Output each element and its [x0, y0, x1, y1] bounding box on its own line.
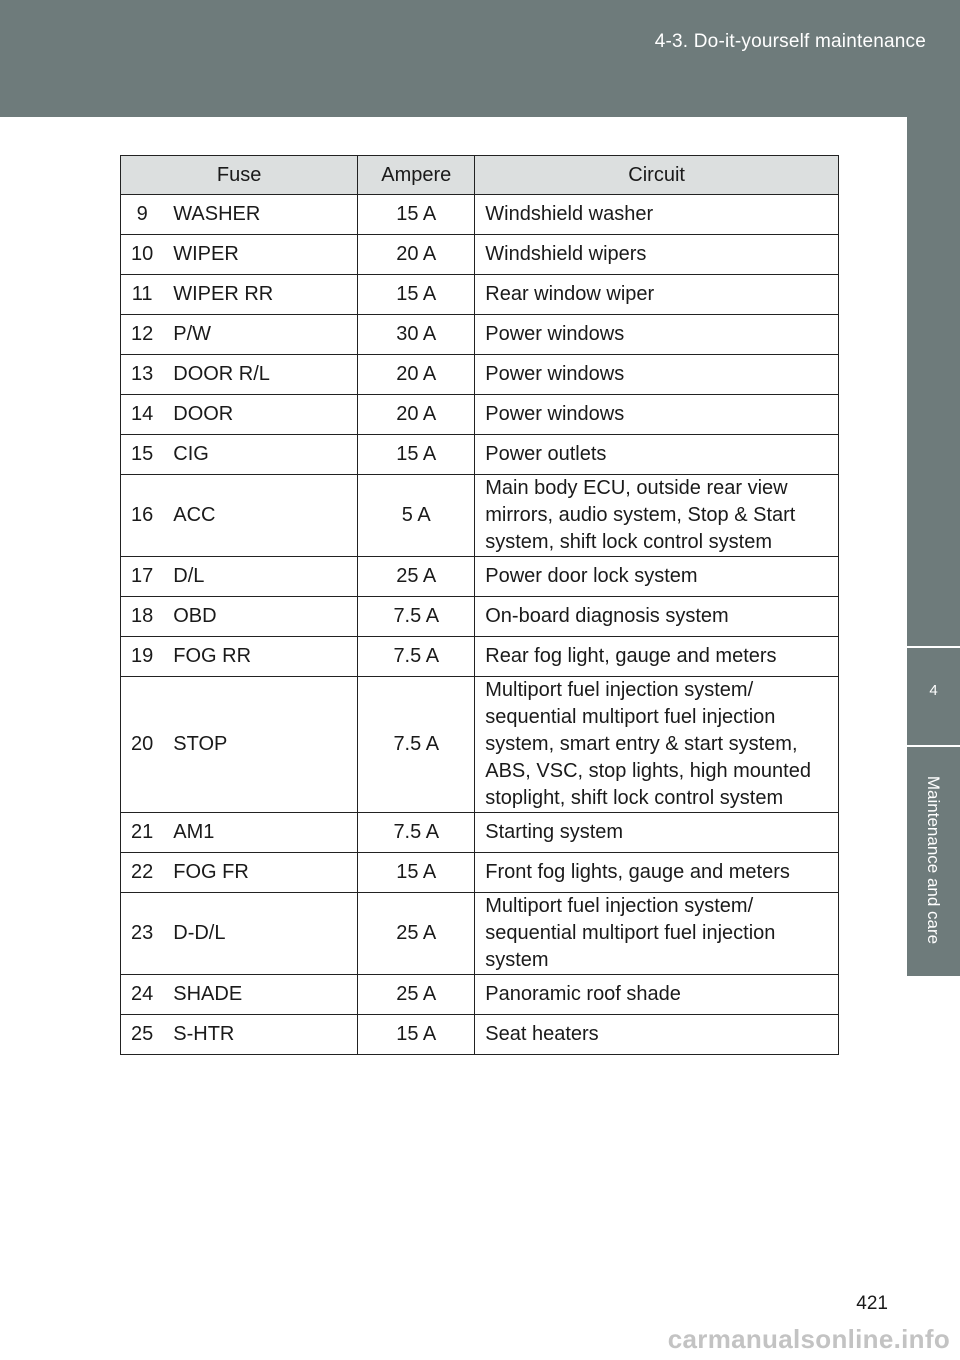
fuse-name: D-D/L: [163, 893, 358, 975]
fuse-circuit: Windshield washer: [475, 195, 839, 235]
fuse-number: 11: [121, 275, 164, 315]
table-row: [121, 813, 839, 853]
fuse-number: 12: [121, 315, 164, 355]
fuse-number: 10: [121, 235, 164, 275]
fuse-name: WIPER RR: [163, 275, 358, 315]
fuse-ampere: 7.5 A: [358, 677, 475, 813]
fuse-ampere: 15 A: [358, 195, 475, 235]
watermark: carmanualsonline.info: [667, 1324, 950, 1354]
fuse-number: 21: [121, 813, 164, 853]
header-circuit: Circuit: [475, 156, 839, 195]
fuse-ampere: 20 A: [358, 355, 475, 395]
fuse-number: 14: [121, 395, 164, 435]
fuse-name: DOOR: [163, 395, 358, 435]
table-row: [121, 893, 839, 975]
table-row: [121, 355, 839, 395]
side-tab-upper: [907, 117, 960, 646]
table-row: [121, 315, 839, 355]
fuse-name: FOG FR: [163, 853, 358, 893]
fuse-name: WASHER: [163, 195, 358, 235]
fuse-ampere: 30 A: [358, 315, 475, 355]
fuse-name: SHADE: [163, 975, 358, 1015]
table-row: [121, 597, 839, 637]
fuse-circuit: Power door lock system: [475, 557, 839, 597]
fuse-table: [120, 155, 839, 1055]
fuse-ampere: 15 A: [358, 275, 475, 315]
table-row: [121, 395, 839, 435]
fuse-number: 23: [121, 893, 164, 975]
fuse-number: 20: [121, 677, 164, 813]
fuse-name: D/L: [163, 557, 358, 597]
page-number: 421: [856, 1293, 888, 1314]
fuse-ampere: 20 A: [358, 235, 475, 275]
table-row: [121, 1015, 839, 1055]
fuse-ampere: 15 A: [358, 435, 475, 475]
table-row: [121, 435, 839, 475]
fuse-name: OBD: [163, 597, 358, 637]
fuse-ampere: 25 A: [358, 557, 475, 597]
fuse-number: 19: [121, 637, 164, 677]
header-band: [0, 0, 960, 117]
fuse-circuit: Multiport fuel injection system/ sequential multiport fuel injection system, smart entry & start system, ABS, VSC, stop lights, high mounted stoplight, shift lock control system: [475, 677, 839, 813]
fuse-name: ACC: [163, 475, 358, 557]
fuse-circuit: Rear fog light, gauge and meters: [475, 637, 839, 677]
fuse-number: 15: [121, 435, 164, 475]
fuse-name: S-HTR: [163, 1015, 358, 1055]
fuse-ampere: 20 A: [358, 395, 475, 435]
fuse-name: P/W: [163, 315, 358, 355]
fuse-name: DOOR R/L: [163, 355, 358, 395]
fuse-circuit: Power windows: [475, 315, 839, 355]
fuse-ampere: 7.5 A: [358, 637, 475, 677]
table-row: [121, 475, 839, 557]
table-row: [121, 275, 839, 315]
fuse-number: 22: [121, 853, 164, 893]
fuse-circuit: Panoramic roof shade: [475, 975, 839, 1015]
header-fuse: Fuse: [121, 156, 358, 195]
fuse-number: 16: [121, 475, 164, 557]
table-row: [121, 637, 839, 677]
fuse-number: 9: [121, 195, 164, 235]
fuse-circuit: Power windows: [475, 355, 839, 395]
fuse-ampere: 15 A: [358, 1015, 475, 1055]
fuse-ampere: 5 A: [358, 475, 475, 557]
chapter-number: 4: [929, 682, 938, 699]
fuse-number: 25: [121, 1015, 164, 1055]
fuse-circuit: Starting system: [475, 813, 839, 853]
fuse-number: 17: [121, 557, 164, 597]
table-row: [121, 677, 839, 813]
fuse-name: CIG: [163, 435, 358, 475]
fuse-circuit: On-board diagnosis system: [475, 597, 839, 637]
fuse-ampere: 15 A: [358, 853, 475, 893]
fuse-number: 18: [121, 597, 164, 637]
fuse-table-body: [121, 195, 839, 1055]
table-row: [121, 195, 839, 235]
fuse-name: WIPER: [163, 235, 358, 275]
header-ampere: Ampere: [358, 156, 475, 195]
table-header-row: [121, 156, 839, 195]
chapter-label: Maintenance and care: [924, 775, 943, 945]
table-row: [121, 975, 839, 1015]
fuse-ampere: 25 A: [358, 893, 475, 975]
table-row: [121, 557, 839, 597]
fuse-ampere: 25 A: [358, 975, 475, 1015]
fuse-name: STOP: [163, 677, 358, 813]
fuse-circuit: Multiport fuel injection system/ sequential multiport fuel injection system: [475, 893, 839, 975]
fuse-circuit: Rear window wiper: [475, 275, 839, 315]
table-row: [121, 235, 839, 275]
fuse-number: 13: [121, 355, 164, 395]
fuse-circuit: Power windows: [475, 395, 839, 435]
fuse-name: AM1: [163, 813, 358, 853]
section-title: 4-3. Do-it-yourself maintenance: [654, 31, 926, 52]
fuse-circuit: Main body ECU, outside rear view mirrors, audio system, Stop & Start system, shift lock control system: [475, 475, 839, 557]
table-row: [121, 853, 839, 893]
fuse-number: 24: [121, 975, 164, 1015]
fuse-circuit: Front fog lights, gauge and meters: [475, 853, 839, 893]
fuse-ampere: 7.5 A: [358, 813, 475, 853]
fuse-circuit: Power outlets: [475, 435, 839, 475]
fuse-circuit: Seat heaters: [475, 1015, 839, 1055]
fuse-name: FOG RR: [163, 637, 358, 677]
fuse-circuit: Windshield wipers: [475, 235, 839, 275]
fuse-ampere: 7.5 A: [358, 597, 475, 637]
